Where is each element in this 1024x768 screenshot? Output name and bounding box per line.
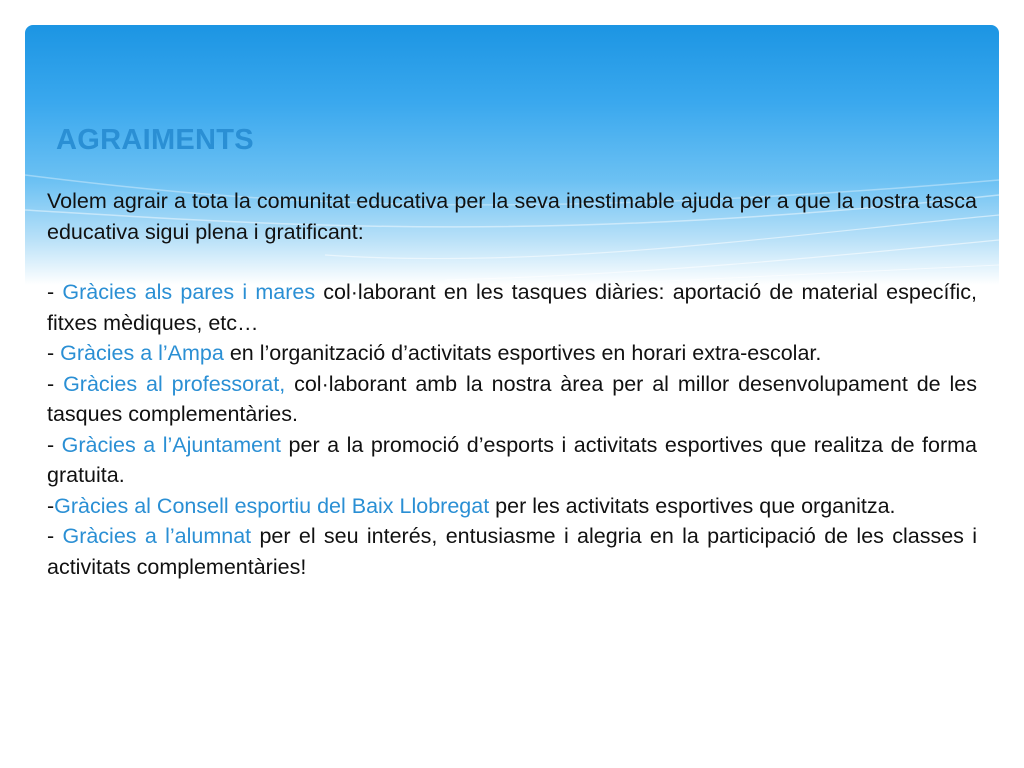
list-item [47, 491, 977, 522]
item-prefix: - [47, 371, 64, 396]
item-highlight: Gràcies a l’Ampa [60, 341, 224, 365]
item-prefix: - [47, 493, 55, 518]
item-text: col·laborant amb la nostra àrea per al millor desenvolupament de les tasques complementàries. [47, 371, 978, 426]
item-prefix: - [47, 432, 62, 457]
item-text: per a la promoció d’esports i activitats esportives que realitza de forma gratuita. [47, 432, 977, 487]
item-highlight: Gràcies a l’alumnat [62, 524, 252, 548]
list-item [47, 338, 977, 369]
item-prefix: - [47, 524, 63, 548]
item-prefix: - [47, 280, 63, 304]
item-text: per el seu interés, entusiasme i alegria en la participació de les classes i activitats complementàries! [47, 524, 977, 579]
item-text: col·laborant en les tasques diàries: aportació de material específic, fitxes mèdiques, etc… [47, 280, 977, 335]
item-prefix: - [47, 341, 61, 365]
item-highlight: Gràcies a l’Ajuntament [61, 432, 282, 457]
list-item [47, 369, 977, 430]
item-highlight: Gràcies als pares i mares [62, 280, 316, 304]
list-item [47, 277, 977, 338]
intro-paragraph: Volem agrair a tota la comunitat educativa per la seva inestimable ajuda per a que la nostra tasca educativa sigui plena i gratificant: [47, 189, 977, 244]
item-highlight: Gràcies al Consell esportiu del Baix Llobregat [54, 493, 490, 518]
item-text: en l’organització d’activitats esportives en horari extra-escolar. [223, 341, 822, 365]
item-text: per les activitats esportives que organitza. [489, 493, 896, 518]
slide-title: AGRAIMENTS [56, 124, 254, 156]
list-item [47, 521, 977, 582]
body-text [47, 186, 977, 582]
item-highlight: Gràcies al professorat, [63, 371, 286, 396]
list-item [47, 430, 977, 491]
